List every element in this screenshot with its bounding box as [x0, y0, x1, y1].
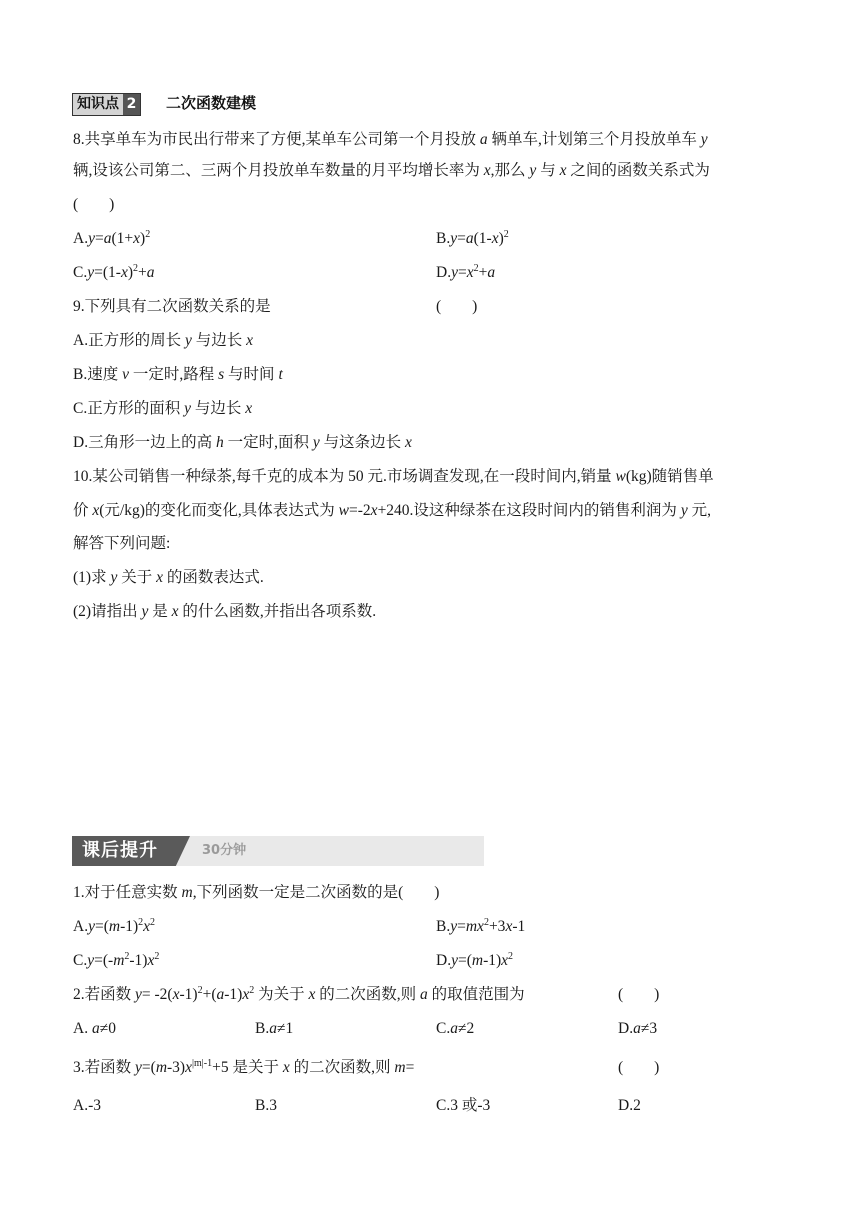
p2-option-c: C.a≠2 [436, 1020, 475, 1037]
q8-option-d: $D.y=x^2+a$ [436, 263, 496, 281]
p3-option-a: A.-3 [73, 1097, 101, 1114]
p3-option-b: B.3 [255, 1097, 277, 1114]
q8-line1: 8.共享单车为市民出行带来了方便,某单车公司第一个月投放 a 辆单车,计划第三个月投放单车 y [73, 131, 708, 148]
q9-stem: 9.下列具有二次函数关系的是 [73, 298, 271, 315]
p2-option-d: D.a≠3 [618, 1020, 658, 1037]
q9-option-c: C.正方形的面积 y 与边长 x [73, 400, 253, 417]
knowledge-point-badge [72, 93, 141, 116]
p2-stem: 2.若函数 $y= -2(x-1)^2+(a-1)x^2$ 为关于 x 的二次函数,则 a 的取值范围为 [73, 985, 525, 1003]
q10-line3: 解答下列问题: [73, 535, 171, 552]
q9-option-d: D.三角形一边上的高 h 一定时,面积 y 与这条边长 x [73, 434, 412, 451]
p1-option-b: $B.y=mx^2+3x-1$ [436, 917, 526, 935]
badge-number: 2 [123, 94, 140, 115]
q10-part1: (1)求 y 关于 x 的函数表达式. [73, 569, 264, 586]
p1-option-c: $C.y=(-m^2-1)x^2$ [73, 951, 160, 969]
q9-option-b: B.速度 v 一定时,路程 s 与时间 t [73, 366, 283, 383]
q9-option-a: A.正方形的周长 y 与边长 x [73, 332, 253, 349]
p3-answer-paren: ( ) [618, 1059, 660, 1076]
section-banner-time: 30分钟 [202, 843, 247, 858]
q8-option-c: $C.y=(1-x)^2+a$ [73, 263, 155, 281]
q10-part2: (2)请指出 y 是 x 的什么函数,并指出各项系数. [73, 603, 377, 620]
p2-answer-paren: ( ) [618, 986, 660, 1003]
p1-option-d: $D.y=(m-1)x^2$ [436, 951, 514, 969]
p2-option-b: B.a≠1 [255, 1020, 294, 1037]
q8-option-a: $A.y=a(1+x)^2$ [73, 229, 151, 247]
section-title: 二次函数建模 [166, 94, 257, 112]
q8-answer-paren: ( ) [73, 196, 115, 213]
p1-option-a: $A.y=(m-1)^2x^2$ [73, 917, 156, 935]
q10-line1: 10.某公司销售一种绿茶,每千克的成本为 50 元.市场调查发现,在一段时间内,销量 w(kg)随销售单 [73, 468, 714, 485]
p3-option-d: D.2 [618, 1097, 641, 1114]
p2-option-a: A. a≠0 [73, 1020, 116, 1037]
p1-stem: 1.对于任意实数 m,下列函数一定是二次函数的是( ) [73, 884, 440, 901]
section-banner-title: 课后提升 [82, 840, 158, 861]
p3-option-c: C.3 或-3 [436, 1097, 491, 1114]
q10-line2: 价 x(元/kg)的变化而变化,具体表达式为 w=-2x+240.设这种绿茶在这段时间内的销售利润为 y 元, [73, 502, 711, 519]
q9-answer-paren: ( ) [436, 298, 478, 315]
q8-option-b: $B.y=a(1-x)^2$ [436, 229, 509, 247]
badge-label: 知识点 [77, 96, 119, 112]
q8-line2: 辆,设该公司第二、三两个月投放单车数量的月平均增长率为 x,那么 y 与 x 之间的函数关系式为 [73, 162, 710, 179]
p3-stem: 3.若函数 $y=(m-3)x^{|m|-1}+5$ 是关于 x 的二次函数,则 m= [73, 1058, 415, 1076]
